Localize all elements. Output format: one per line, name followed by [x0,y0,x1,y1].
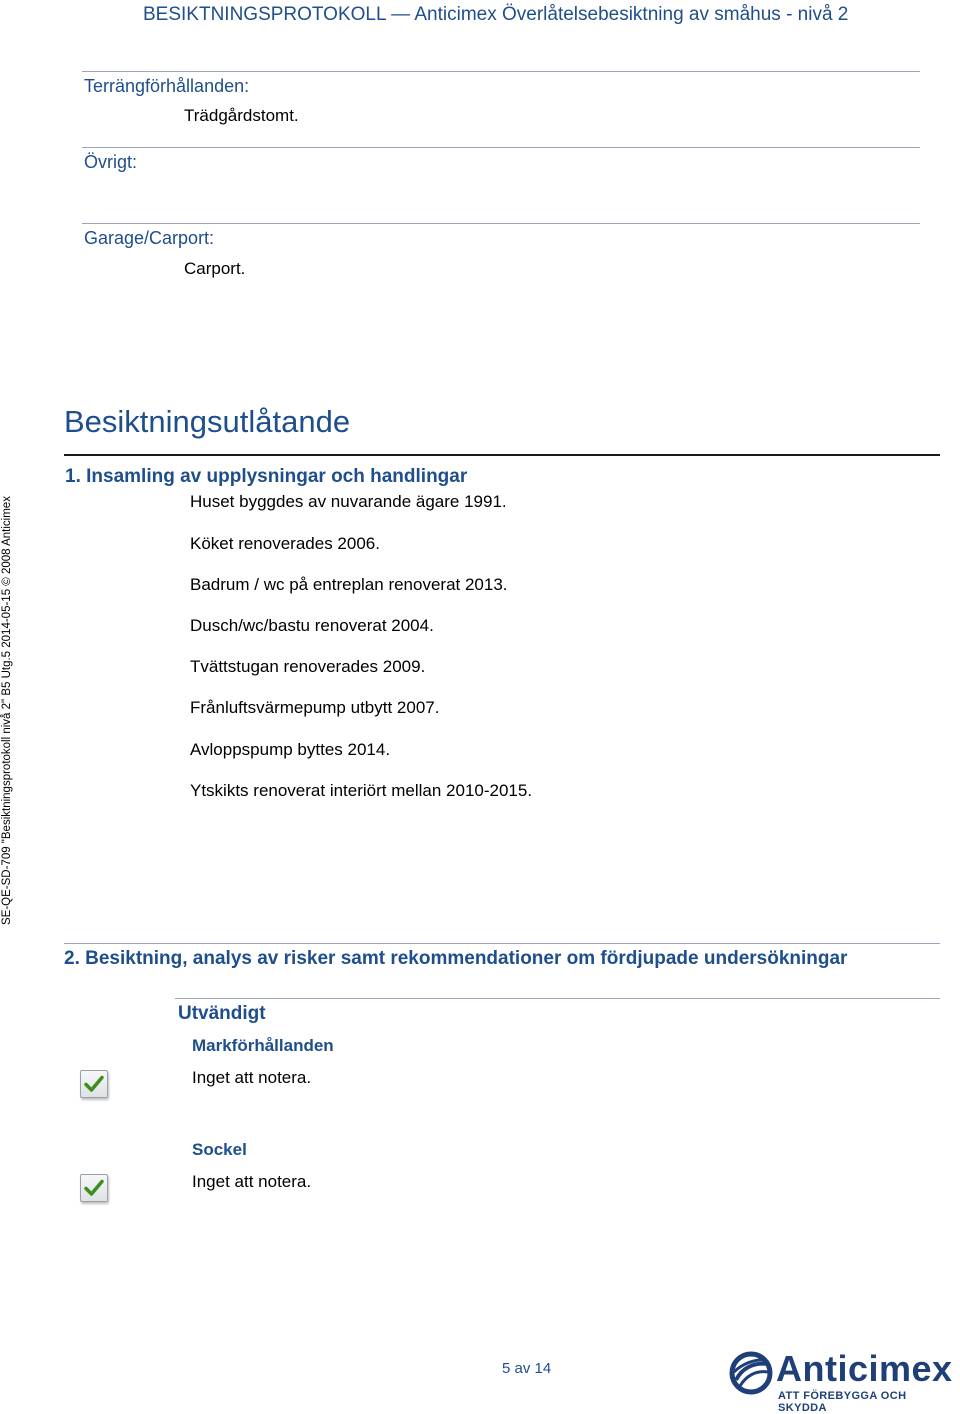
field-divider [82,223,920,224]
anticimex-emblem-icon [728,1350,774,1396]
item1-line: Ytskikts renoverat interiört mellan 2010-2015. [190,781,533,800]
other-label: Övrigt: [84,152,138,172]
sidebar-document-id: SE-QE-SD-709 "Besiktningsprotokoll nivå 2" B5 Utg.5 2014-05-15 © 2008 Anticimex [1,496,13,925]
garage-label: Garage/Carport: [84,228,215,248]
section-title: Besiktningsutlåtande [64,404,351,439]
subheading-divider [175,998,940,999]
checkmark-icon [80,1174,108,1202]
checkmark-icon [80,1070,108,1098]
item2-heading: 2. Besiktning, analys av risker samt rekommendationer om fördjupade undersökningar [64,948,848,969]
entry-text-ground: Inget att notera. [192,1068,312,1087]
item2-divider [64,943,940,944]
section-divider [64,454,940,456]
item1-line: Badrum / wc på entreplan renoverat 2013. [190,575,508,594]
anticimex-logo [728,1348,954,1414]
item1-line: Huset byggdes av nuvarande ägare 1991. [190,492,507,511]
page-number: 5 av 14 [502,1360,552,1377]
item1-line: Köket renoverades 2006. [190,534,380,553]
field-divider [82,147,920,148]
field-divider [82,71,920,72]
entry-title-sockel: Sockel [192,1140,247,1159]
item1-heading: 1. Insamling av upplysningar och handlingar [65,466,468,487]
item1-line: Avloppspump byttes 2014. [190,740,391,759]
terrain-label: Terrängförhållanden: [84,76,250,96]
document-header-title: BESIKTNINGSPROTOKOLL — Anticimex Överlåtelsebesiktning av småhus - nivå 2 [143,4,849,25]
item1-line: Frånluftsvärmepump utbytt 2007. [190,698,440,717]
item1-line: Tvättstugan renoverades 2009. [190,657,426,676]
entry-title-ground: Markförhållanden [192,1036,334,1055]
outdoor-subheading: Utvändigt [178,1003,266,1024]
terrain-value: Trädgårdstomt. [184,106,299,125]
garage-value: Carport. [184,259,246,278]
entry-text-sockel: Inget att notera. [192,1172,312,1191]
item1-line: Dusch/wc/bastu renoverat 2004. [190,616,434,635]
logo-tagline: ATT FÖREBYGGA OCH SKYDDA [778,1390,907,1414]
logo-wordmark: Anticimex [776,1348,953,1389]
